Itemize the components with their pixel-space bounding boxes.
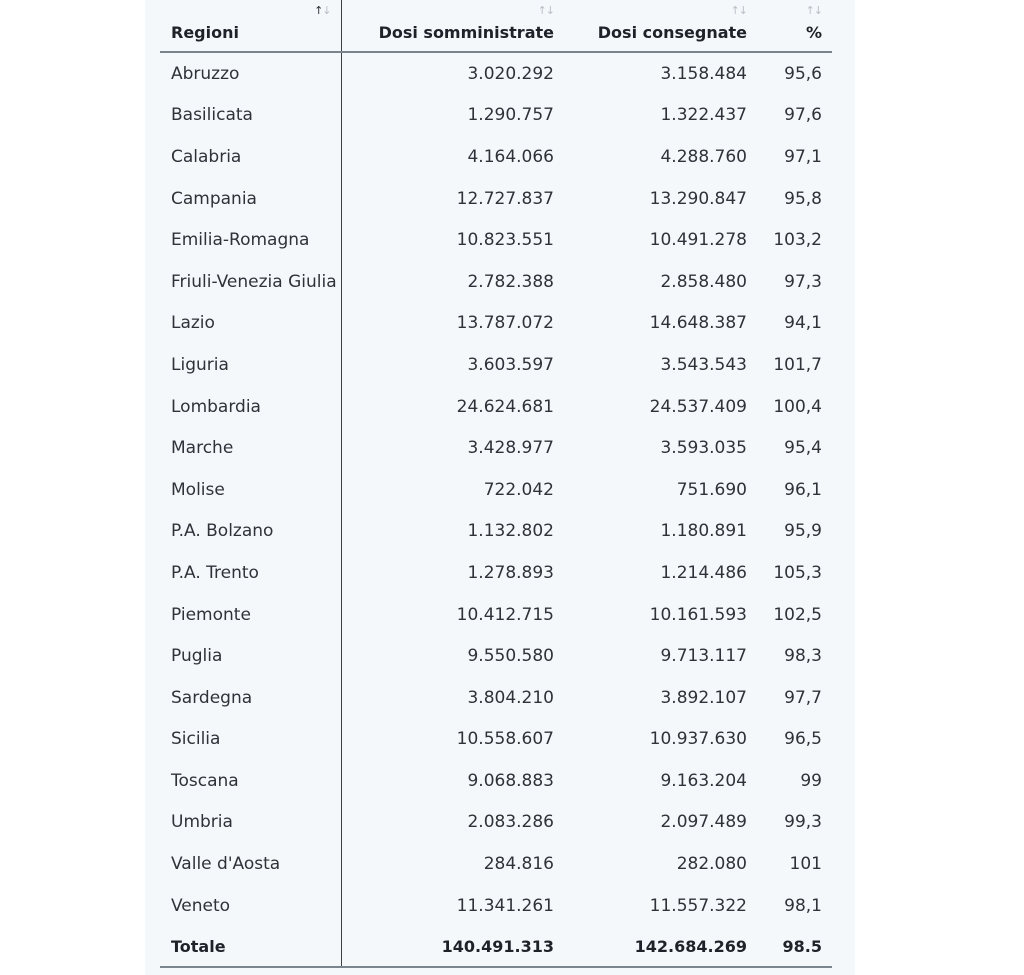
cell-somministrate: 1.290.757 [467,105,554,126]
cell-regione: Friuli-Venezia Giulia [160,261,341,303]
cell-regione: Liguria [160,344,341,386]
table-row [160,219,832,261]
cell-percent: 95,8 [784,188,822,209]
cell-somministrate: 284.816 [483,854,554,875]
table-row [160,469,832,511]
table-row [160,427,832,469]
cell-percent: 101 [789,854,822,875]
table-row [160,136,832,178]
cell-consegnate: 9.163.204 [660,770,747,791]
cell-somministrate: 13.787.072 [456,313,554,334]
cell-consegnate: 10.491.278 [649,230,747,251]
cell-total-percent: 98.5 [757,926,832,967]
cell-consegnate: 282.080 [676,854,747,875]
cell-consegnate: 751.690 [676,479,747,500]
table-row [160,344,832,386]
cell-regione: Lazio [160,303,341,345]
cell-somministrate: 24.624.681 [456,396,554,417]
cell-consegnate: 10.937.630 [649,729,747,750]
cell-somministrate: 9.550.580 [467,646,554,667]
cell-percent: 103,2 [773,230,822,251]
table-row [160,52,832,95]
cell-percent: 102,5 [773,604,822,625]
cell-regione: P.A. Bolzano [160,511,341,553]
sort-icon[interactable]: ↑↓ [314,4,331,17]
table-row [160,802,832,844]
cell-percent: 96,1 [784,479,822,500]
table-row [160,178,832,220]
cell-somministrate: 10.823.551 [456,230,554,251]
cell-total-somministrate: 140.491.313 [341,926,564,967]
cell-consegnate: 1.322.437 [660,105,747,126]
cell-consegnate: 3.593.035 [660,438,747,459]
sort-icon[interactable]: ↑↓ [805,4,822,17]
header-row [160,0,832,52]
cell-somministrate: 4.164.066 [467,146,554,167]
table-row [160,303,832,345]
column-header-consegnate[interactable] [564,0,757,52]
cell-percent: 98,3 [784,646,822,667]
cell-regione: Molise [160,469,341,511]
cell-regione: Emilia-Romagna [160,219,341,261]
vaccine-doses-table [160,0,832,968]
column-header-label: % [805,23,822,42]
cell-consegnate: 3.543.543 [660,354,747,375]
sort-icon[interactable]: ↑↓ [537,4,554,17]
cell-somministrate: 2.083.286 [467,812,554,833]
cell-consegnate: 24.537.409 [649,396,747,417]
cell-regione: Valle d'Aosta [160,843,341,885]
column-header-somministrate[interactable] [341,0,564,52]
table-row [160,511,832,553]
cell-somministrate: 3.020.292 [467,63,554,84]
cell-percent: 95,4 [784,438,822,459]
cell-regione: P.A. Trento [160,552,341,594]
cell-regione: Marche [160,427,341,469]
table-row [160,760,832,802]
column-header-label: Dosi consegnate [597,23,747,42]
cell-consegnate: 1.214.486 [660,562,747,583]
cell-percent: 97,1 [784,146,822,167]
cell-percent: 100,4 [773,396,822,417]
cell-somministrate: 2.782.388 [467,271,554,292]
cell-consegnate: 3.158.484 [660,63,747,84]
cell-percent: 99 [800,770,822,791]
column-header-label: Regioni [171,23,239,42]
cell-somministrate: 1.132.802 [467,521,554,542]
total-row [160,926,832,967]
cell-consegnate: 10.161.593 [649,604,747,625]
cell-percent: 105,3 [773,562,822,583]
cell-consegnate: 14.648.387 [649,313,747,334]
table-row [160,386,832,428]
column-header-regioni[interactable] [160,0,341,52]
cell-consegnate: 11.557.322 [649,895,747,916]
cell-total-consegnate: 142.684.269 [564,926,757,967]
table-row [160,261,832,303]
cell-percent: 97,7 [784,687,822,708]
table-body [160,52,832,967]
cell-somministrate: 12.727.837 [456,188,554,209]
cell-somministrate: 3.603.597 [467,354,554,375]
cell-consegnate: 3.892.107 [660,687,747,708]
cell-regione: Campania [160,178,341,220]
cell-regione: Calabria [160,136,341,178]
column-header-label: Dosi somministrate [378,23,554,42]
cell-percent: 95,9 [784,521,822,542]
cell-percent: 98,1 [784,895,822,916]
cell-percent: 97,3 [784,271,822,292]
cell-percent: 95,6 [784,63,822,84]
cell-regione: Basilicata [160,95,341,137]
cell-regione: Sicilia [160,719,341,761]
cell-regione: Lombardia [160,386,341,428]
cell-consegnate: 1.180.891 [660,521,747,542]
cell-percent: 96,5 [784,729,822,750]
table-row [160,677,832,719]
sort-icon[interactable]: ↑↓ [730,4,747,17]
table-row [160,594,832,636]
table-row [160,843,832,885]
cell-consegnate: 2.097.489 [660,812,747,833]
cell-regione: Abruzzo [160,52,341,95]
cell-consegnate: 9.713.117 [660,646,747,667]
cell-consegnate: 13.290.847 [649,188,747,209]
cell-somministrate: 9.068.883 [467,770,554,791]
cell-percent: 97,6 [784,105,822,126]
cell-regione: Veneto [160,885,341,927]
cell-regione: Piemonte [160,594,341,636]
cell-somministrate: 10.412.715 [456,604,554,625]
cell-somministrate: 10.558.607 [456,729,554,750]
cell-regione: Puglia [160,635,341,677]
cell-somministrate: 3.428.977 [467,438,554,459]
cell-regione: Toscana [160,760,341,802]
cell-somministrate: 11.341.261 [456,895,554,916]
cell-somministrate: 722.042 [483,479,554,500]
cell-percent: 99,3 [784,812,822,833]
cell-somministrate: 3.804.210 [467,687,554,708]
cell-percent: 94,1 [784,313,822,334]
cell-regione: Sardegna [160,677,341,719]
column-header-percent[interactable] [757,0,832,52]
cell-somministrate: 1.278.893 [467,562,554,583]
table-row [160,635,832,677]
cell-percent: 101,7 [773,354,822,375]
cell-total-label: Totale [160,926,341,967]
cell-regione: Umbria [160,802,341,844]
table-row [160,552,832,594]
table-row [160,719,832,761]
table-row [160,885,832,927]
cell-consegnate: 4.288.760 [660,146,747,167]
table-row [160,95,832,137]
cell-consegnate: 2.858.480 [660,271,747,292]
